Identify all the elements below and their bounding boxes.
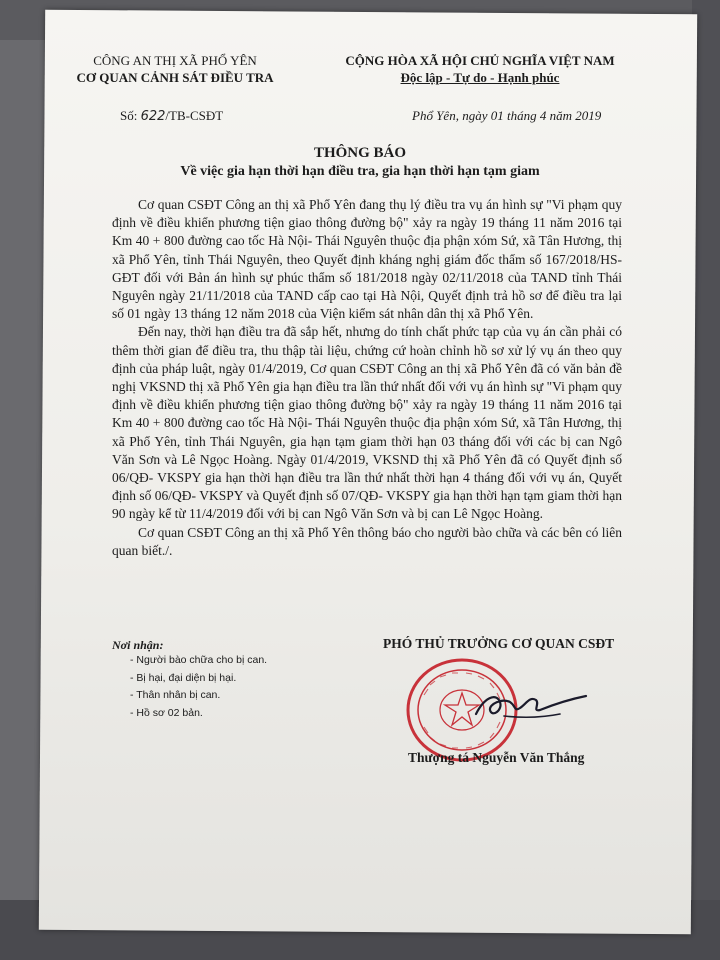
nation-line-1: CỘNG HÒA XÃ HỘI CHỦ NGHĨA VIỆT NAM [345,53,615,68]
doc-number-value: 622 [140,109,166,124]
document-body [112,196,622,560]
agency-line-2: CƠ QUAN CẢNH SÁT ĐIỀU TRA [76,70,274,85]
recipient-item: - Hồ sơ 02 bản. [130,706,203,719]
body-paragraph-1: Cơ quan CSĐT Công an thị xã Phổ Yên đang thụ lý điều tra vụ án hình sự "Vi phạm quy định về điều khiển phương tiện giao thông đường bộ" xảy ra ngày 19 tháng 11 năm 2016 tại Km 40 + 800 đường cao tốc Hà Nội- Thái Nguyên thuộc địa phận xóm Sứ, xã Tân Hương, thị xã Phổ Yên, tỉnh Thái Nguyên, theo Quyết định kháng nghị giám đốc thẩm số 167/2018/HS- GĐT đối với Bản án hình sự phúc thẩm số 181/2018 ngày 02/11/2018 của TAND tỉnh Thái Nguyên ngày 21/11/2018 của TAND cấp cao tại Hà Nội, Quyết định trả hồ sơ để điều tra lại số 01 ngày 13 tháng 12 năm 2018 của Viện kiểm sát nhân dân thị xã Phổ Yên. [112,197,622,322]
handwritten-signature [470,678,590,738]
agency-header [70,52,280,86]
recipients-list [130,652,267,722]
doc-number-suffix: /TB-CSĐT [165,108,224,123]
recipient-item: - Bị hại, đại diện bị hại. [130,671,237,684]
national-header [330,52,630,86]
document-subtitle: Về việc gia hạn thời hạn điều tra, gia hạn thời hạn tạm giam [180,164,540,179]
date-line: Phổ Yên, ngày 01 tháng 4 năm 2019 [412,108,602,123]
signer-title: PHÓ THỦ TRƯỞNG CƠ QUAN CSĐT [383,636,615,651]
doc-number-prefix: Số: [120,108,138,123]
recipient-item: - Người bào chữa cho bị can. [130,654,268,666]
document-number [120,108,223,124]
nation-motto: Độc lập - Tự do - Hạnh phúc [400,70,560,85]
recipients-title: Nơi nhận: [112,638,164,652]
agency-line-1: CÔNG AN THỊ XÃ PHỔ YÊN [93,53,257,68]
document-title: THÔNG BÁO [313,145,407,161]
signer-name: Thượng tá Nguyễn Văn Thắng [408,750,585,765]
recipient-item: - Thân nhân bị can. [130,689,221,701]
body-paragraph-2: Đến nay, thời hạn điều tra đã sắp hết, nhưng do tính chất phức tạp của vụ án cần phải có thêm thời gian để điều tra, thu thập tài liệu, chứng cứ hoàn chỉnh hồ sơ xử lý vụ án theo quy định của pháp luật, ngày 01/4/2019, Cơ quan CSĐT Công an thị xã Phổ Yên đã có văn bản đề nghị VKSND thị xã Phổ Yên gia hạn điều tra lần thứ nhất đối với vụ án hình sự "Vi phạm quy định về điều khiển phương tiện giao thông đường bộ" xảy ra ngày 19 tháng 11 năm 2016 tại Km 40 + 800 đường cao tốc Hà Nội- Thái Nguyên thuộc địa phận xóm Sứ, xã Tân Hương, thị xã Phổ Yên, tỉnh Thái Nguyên, gia hạn tạm giam thời hạn 03 tháng đối với các bị can Ngô Văn Sơn và Lê Ngọc Hoàng. Ngày 01/4/2019, VKSND thị xã Phổ Yên đã có Quyết định số 06/QĐ- VKSPY gia hạn thời hạn điều tra lần thứ nhất thời hạn 4 tháng đối với vụ án, Quyết định số 06/QĐ- VKSPY và Quyết định số 07/QĐ- VKSPY gia hạn thời hạn tạm giam thời hạn 90 ngày kể từ 11/4/2019 đối với bị can Ngô Văn Sơn và bị can Lê Ngọc Hoàng. [112,324,622,522]
body-paragraph-3: Cơ quan CSĐT Công an thị xã Phổ Yên thông báo cho người bào chữa và các bên có liên quan biết./. [112,524,622,558]
